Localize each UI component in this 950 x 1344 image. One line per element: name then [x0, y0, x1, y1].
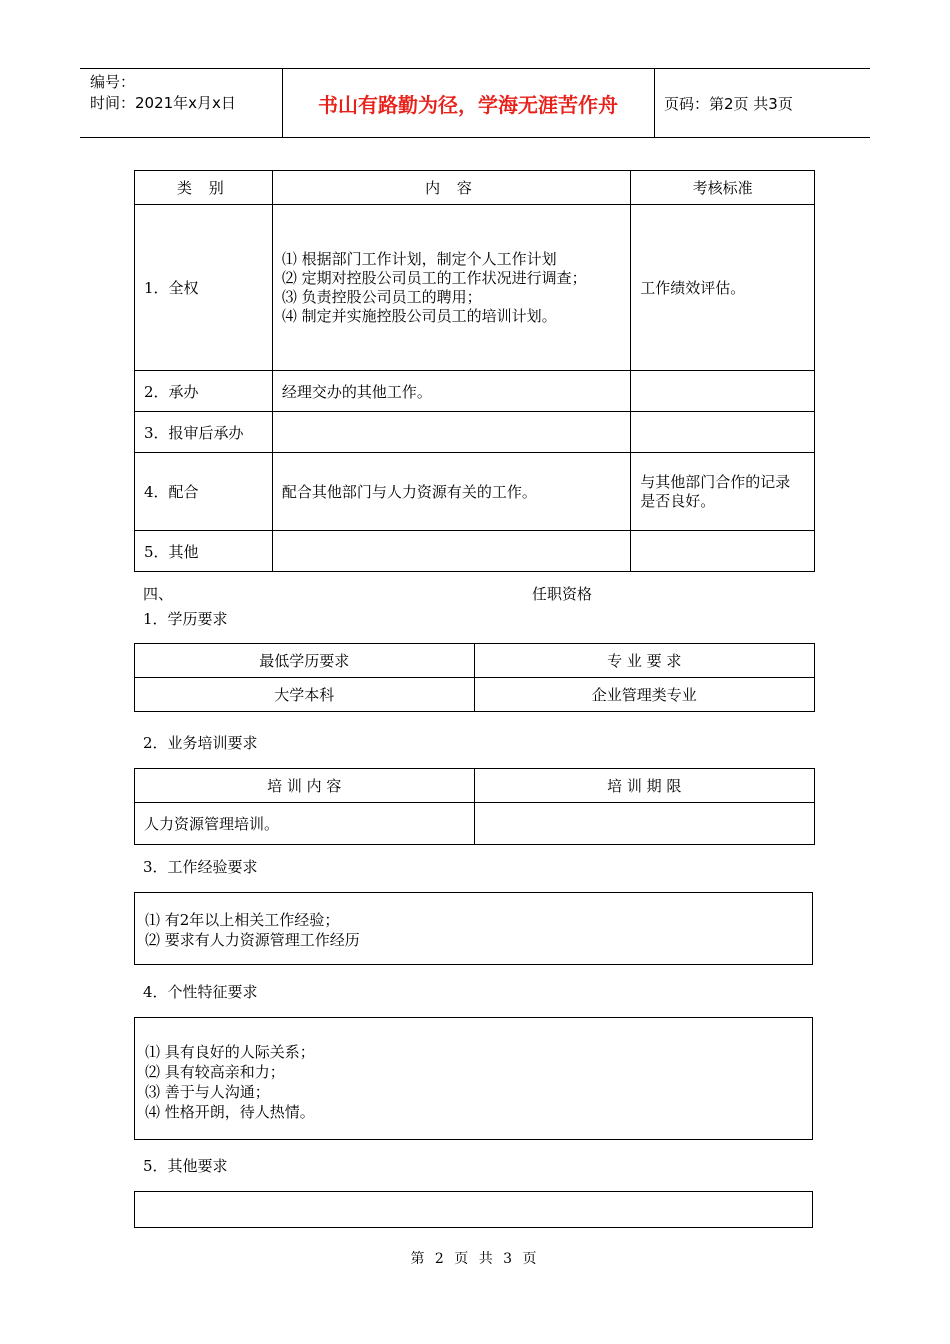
table-header-row	[135, 769, 815, 803]
row-content: 配合其他部门与人力资源有关的工作。	[272, 453, 630, 531]
training-heading: 2．业务培训要求	[143, 734, 258, 752]
row-content	[272, 531, 630, 572]
row-content	[272, 412, 630, 453]
education-heading: 1．学历要求	[143, 610, 228, 628]
row-category: 2．承办	[135, 371, 273, 412]
personality-box	[134, 1017, 813, 1140]
column-header-standard: 考核标准	[631, 171, 815, 205]
training-content-value: 人力资源管理培训。	[135, 803, 475, 845]
row-standard	[631, 531, 815, 572]
content-line: ⑷ 制定并实施控股公司员工的培训计划。	[281, 306, 557, 325]
row-category: 3．报审后承办	[135, 412, 273, 453]
training-period-value	[474, 803, 815, 845]
table-row	[135, 678, 815, 712]
table-header-row	[135, 644, 815, 678]
personality-item: ⑶ 善于与人沟通；	[145, 1083, 270, 1101]
content-line: ⑴ 根据部门工作计划，制定个人工作计划	[281, 249, 557, 268]
personality-item: ⑴ 具有良好的人际关系；	[145, 1043, 315, 1061]
table-row	[135, 531, 815, 572]
column-header-major: 专 业 要 求	[474, 644, 815, 678]
page-number-label: 页码：第2页 共3页	[664, 94, 793, 113]
table-row	[135, 803, 815, 845]
code-label: 编号：	[90, 73, 136, 91]
personality-item: ⑵ 具有较高亲和力；	[145, 1063, 285, 1081]
table-row	[135, 371, 815, 412]
row-content	[272, 205, 630, 371]
major-value: 企业管理类专业	[474, 678, 815, 712]
education-value: 大学本科	[135, 678, 475, 712]
table-row	[135, 453, 815, 531]
column-header-training-content: 培 训 内 容	[135, 769, 475, 803]
header-divider	[654, 69, 655, 137]
row-content: 经理交办的其他工作。	[272, 371, 630, 412]
table-header-row	[135, 171, 815, 205]
column-header-category: 类 别	[135, 171, 273, 205]
table-row	[135, 205, 815, 371]
experience-item: ⑵ 要求有人力资源管理工作经历	[145, 931, 360, 949]
row-category: 1．全权	[135, 205, 273, 371]
header-meta	[90, 72, 236, 114]
page-footer: 第 2 页 共 3 页	[410, 1251, 540, 1267]
row-standard: 工作绩效评估。	[631, 205, 815, 371]
content-line: ⑶ 负责控股公司员工的聘用；	[281, 287, 482, 306]
content-line: ⑵ 定期对控股公司员工的工作状况进行调查；	[281, 268, 587, 287]
row-category: 4．配合	[135, 453, 273, 531]
row-standard	[631, 371, 815, 412]
header-motto: 书山有路勤为径，学海无涯苦作舟	[318, 92, 618, 117]
column-header-training-period: 培 训 期 限	[474, 769, 815, 803]
experience-box	[134, 892, 813, 965]
experience-item: ⑴ 有2年以上相关工作经验；	[145, 911, 340, 929]
row-category: 5．其他	[135, 531, 273, 572]
personality-heading: 4．个性特征要求	[143, 983, 258, 1001]
experience-heading: 3．工作经验要求	[143, 858, 258, 876]
time-label: 时间：2021年x月x日	[90, 94, 236, 112]
other-heading: 5．其他要求	[143, 1157, 228, 1175]
section-title: 任职资格	[532, 585, 593, 603]
duty-table	[134, 170, 815, 572]
table-row	[135, 412, 815, 453]
row-standard	[631, 412, 815, 453]
training-table	[134, 768, 815, 845]
column-header-content: 内 容	[272, 171, 630, 205]
row-standard: 与其他部门合作的记录是否良好。	[631, 453, 815, 531]
page-header	[80, 68, 870, 138]
personality-item: ⑷ 性格开朗，待人热情。	[145, 1103, 315, 1121]
section-number: 四、	[143, 585, 174, 603]
column-header-min-education: 最低学历要求	[135, 644, 475, 678]
other-box	[134, 1191, 813, 1228]
education-table	[134, 643, 815, 712]
